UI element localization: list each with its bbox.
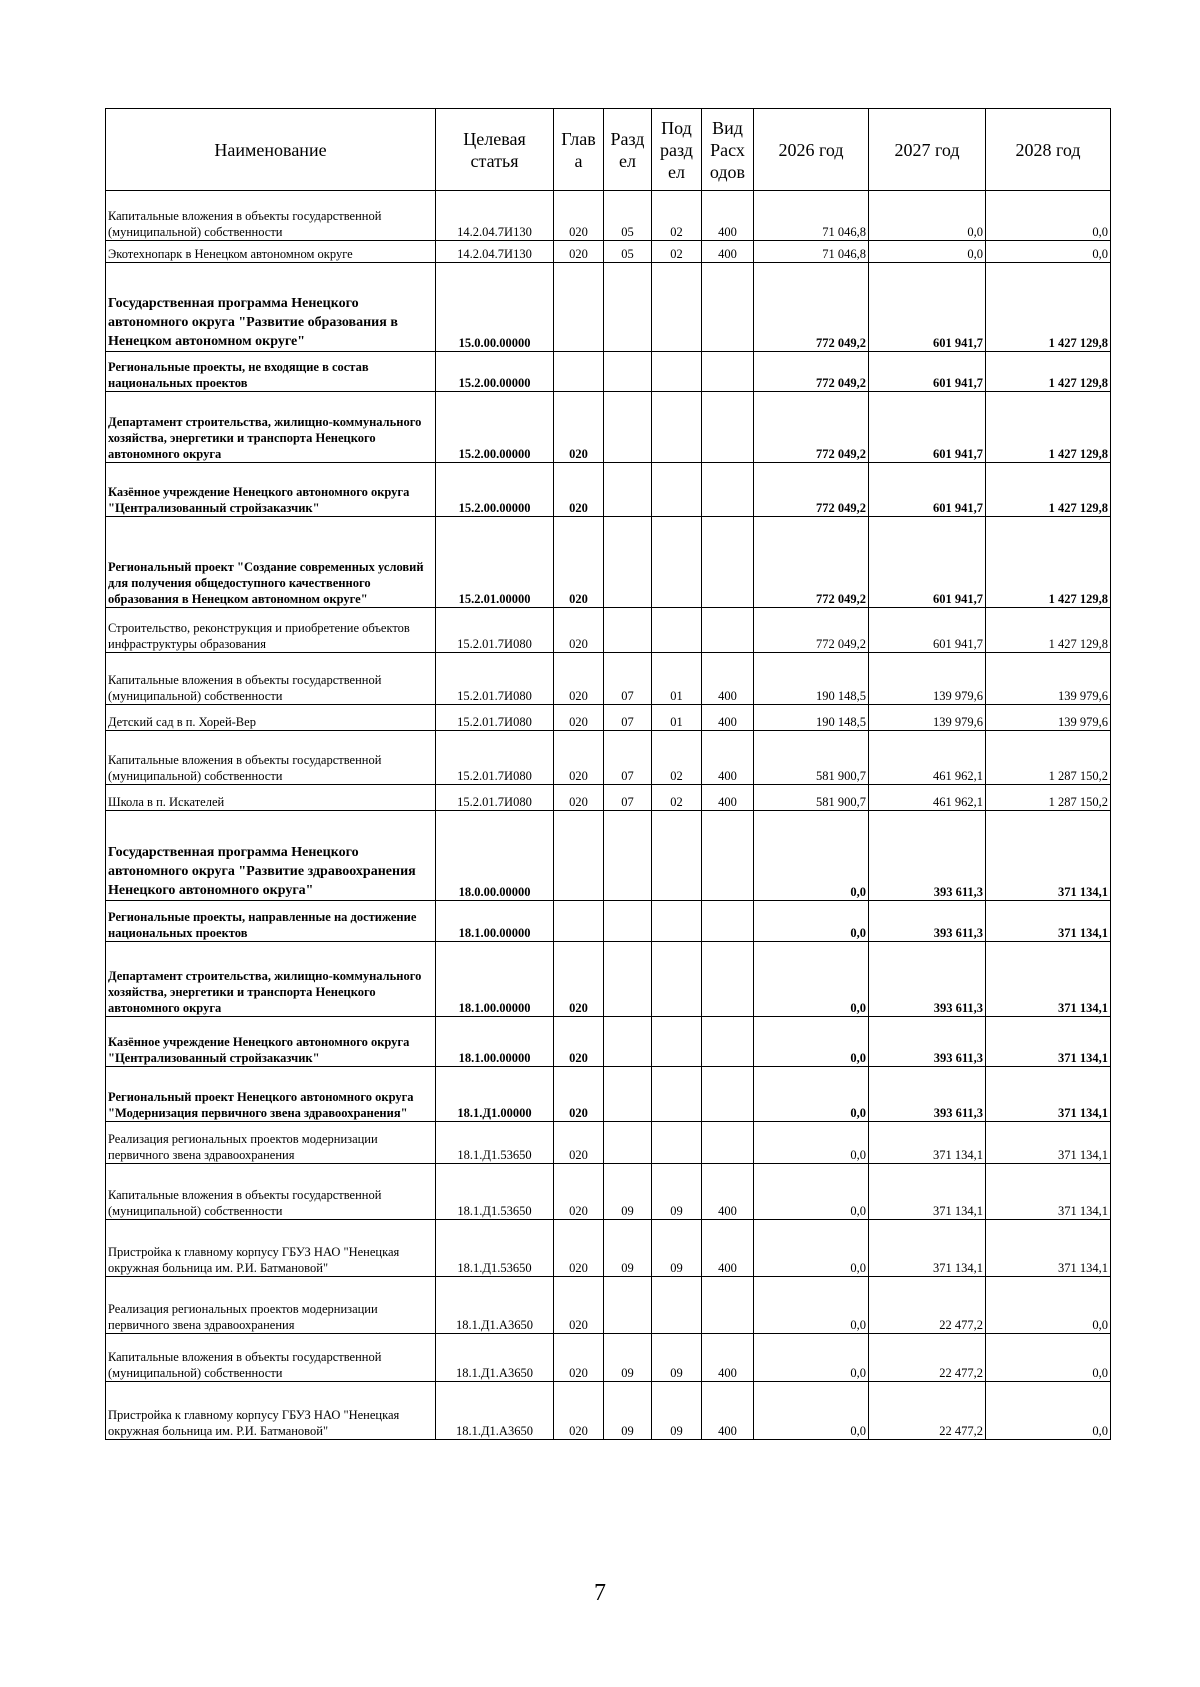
cell-target: 15.2.00.00000	[436, 352, 554, 392]
header-chapter: Глав а	[554, 109, 604, 191]
cell-y2028: 371 134,1	[986, 1164, 1111, 1220]
cell-y2026: 772 049,2	[754, 263, 869, 352]
cell-target: 18.1.00.00000	[436, 942, 554, 1017]
cell-section: 09	[604, 1382, 652, 1440]
cell-expense-type	[702, 1017, 754, 1067]
cell-chapter: 020	[554, 1122, 604, 1164]
table-row	[106, 731, 1111, 785]
cell-chapter: 020	[554, 608, 604, 653]
table-row	[106, 811, 1111, 901]
table-row	[106, 352, 1111, 392]
header-2028: 2028 год	[986, 109, 1111, 191]
cell-y2028: 1 427 129,8	[986, 608, 1111, 653]
cell-chapter: 020	[554, 731, 604, 785]
cell-chapter: 020	[554, 392, 604, 463]
header-section: Разд ел	[604, 109, 652, 191]
table-row	[106, 1122, 1111, 1164]
cell-y2027: 461 962,1	[869, 731, 986, 785]
table-body	[106, 191, 1111, 1440]
cell-y2027: 601 941,7	[869, 263, 986, 352]
cell-y2028: 1 427 129,8	[986, 263, 1111, 352]
cell-name	[106, 1382, 436, 1440]
cell-subsection	[652, 263, 702, 352]
cell-target: 15.2.01.7И080	[436, 705, 554, 731]
table-row	[106, 517, 1111, 608]
cell-y2027: 139 979,6	[869, 653, 986, 705]
cell-name	[106, 191, 436, 241]
page-number: 7	[594, 1580, 606, 1606]
cell-name	[106, 392, 436, 463]
header-2027: 2027 год	[869, 109, 986, 191]
cell-name	[106, 352, 436, 392]
row-name-text: Капитальные вложения в объекты государственной (муниципальной) собственности	[108, 753, 382, 783]
cell-section	[604, 392, 652, 463]
cell-y2028: 371 134,1	[986, 811, 1111, 901]
table-row	[106, 1277, 1111, 1334]
cell-y2028: 371 134,1	[986, 1220, 1111, 1277]
cell-name	[106, 608, 436, 653]
cell-subsection	[652, 942, 702, 1017]
cell-target: 18.1.00.00000	[436, 1017, 554, 1067]
row-name-text: Казённое учреждение Ненецкого автономного округа "Централизованный стройзаказчик"	[108, 1035, 410, 1065]
cell-y2027: 393 611,3	[869, 942, 986, 1017]
header-name: Наименование	[106, 109, 436, 191]
cell-expense-type: 400	[702, 191, 754, 241]
cell-chapter	[554, 263, 604, 352]
cell-section	[604, 608, 652, 653]
row-name-text: Детский сад в п. Хорей-Вер	[108, 715, 256, 729]
cell-name	[106, 785, 436, 811]
row-name-text: Региональный проект Ненецкого автономного округа "Модернизация первичного звена здравоохранения"	[108, 1090, 414, 1120]
cell-subsection	[652, 608, 702, 653]
cell-target: 14.2.04.7И130	[436, 191, 554, 241]
cell-expense-type: 400	[702, 785, 754, 811]
row-name-text: Капитальные вложения в объекты государственной (муниципальной) собственности	[108, 209, 382, 239]
cell-expense-type	[702, 463, 754, 517]
cell-name	[106, 942, 436, 1017]
cell-chapter	[554, 352, 604, 392]
row-name-text: Региональный проект "Создание современных условий для получения общедоступного качественного образования в Ненецком автономном округе"	[108, 560, 424, 606]
cell-y2027: 601 941,7	[869, 517, 986, 608]
cell-section: 09	[604, 1164, 652, 1220]
cell-y2026: 0,0	[754, 1122, 869, 1164]
cell-target: 18.1.Д1.А3650	[436, 1334, 554, 1382]
cell-y2028: 1 287 150,2	[986, 785, 1111, 811]
cell-chapter: 020	[554, 1277, 604, 1334]
cell-y2027: 393 611,3	[869, 901, 986, 942]
cell-y2027: 601 941,7	[869, 608, 986, 653]
cell-y2027: 22 477,2	[869, 1277, 986, 1334]
table-row	[106, 785, 1111, 811]
cell-y2026: 772 049,2	[754, 517, 869, 608]
cell-y2027: 601 941,7	[869, 463, 986, 517]
cell-name	[106, 1122, 436, 1164]
cell-section	[604, 1277, 652, 1334]
cell-expense-type: 400	[702, 705, 754, 731]
cell-section	[604, 1122, 652, 1164]
cell-y2028: 371 134,1	[986, 1067, 1111, 1122]
cell-y2026: 0,0	[754, 1017, 869, 1067]
cell-y2026: 190 148,5	[754, 705, 869, 731]
cell-subsection	[652, 392, 702, 463]
cell-y2026: 0,0	[754, 1277, 869, 1334]
table-row	[106, 392, 1111, 463]
cell-y2026: 772 049,2	[754, 352, 869, 392]
cell-y2026: 0,0	[754, 901, 869, 942]
cell-y2028: 139 979,6	[986, 705, 1111, 731]
cell-expense-type	[702, 811, 754, 901]
cell-chapter: 020	[554, 785, 604, 811]
cell-y2028: 1 287 150,2	[986, 731, 1111, 785]
cell-y2027: 371 134,1	[869, 1164, 986, 1220]
cell-expense-type: 400	[702, 653, 754, 705]
cell-expense-type	[702, 352, 754, 392]
cell-y2027: 393 611,3	[869, 1017, 986, 1067]
cell-expense-type: 400	[702, 241, 754, 263]
cell-target: 15.2.01.7И080	[436, 608, 554, 653]
cell-subsection	[652, 811, 702, 901]
cell-subsection: 01	[652, 705, 702, 731]
cell-chapter: 020	[554, 241, 604, 263]
cell-subsection: 02	[652, 785, 702, 811]
row-name-text: Департамент строительства, жилищно-коммунального хозяйства, энергетики и транспорта Ненецкого автономного округа	[108, 969, 422, 1015]
cell-target: 15.2.01.7И080	[436, 785, 554, 811]
cell-name	[106, 463, 436, 517]
cell-expense-type	[702, 1067, 754, 1122]
cell-y2027: 22 477,2	[869, 1334, 986, 1382]
cell-y2026: 772 049,2	[754, 392, 869, 463]
cell-target: 15.0.00.00000	[436, 263, 554, 352]
table-row	[106, 1017, 1111, 1067]
cell-section: 09	[604, 1220, 652, 1277]
cell-subsection	[652, 1067, 702, 1122]
cell-y2028: 371 134,1	[986, 1017, 1111, 1067]
cell-subsection	[652, 901, 702, 942]
table-row	[106, 1164, 1111, 1220]
cell-section	[604, 811, 652, 901]
cell-section: 07	[604, 785, 652, 811]
cell-y2027: 371 134,1	[869, 1122, 986, 1164]
row-name-text: Государственная программа Ненецкого автономного округа "Развитие здравоохранения Ненецкого автономного округа"	[108, 845, 416, 898]
cell-target: 18.1.Д1.А3650	[436, 1382, 554, 1440]
row-name-text: Казённое учреждение Ненецкого автономного округа "Централизованный стройзаказчик"	[108, 485, 410, 515]
cell-subsection	[652, 352, 702, 392]
cell-y2026: 190 148,5	[754, 653, 869, 705]
cell-name	[106, 1164, 436, 1220]
cell-y2027: 139 979,6	[869, 705, 986, 731]
table-row	[106, 241, 1111, 263]
header-target: Целевая статья	[436, 109, 554, 191]
cell-chapter: 020	[554, 1382, 604, 1440]
cell-subsection: 09	[652, 1382, 702, 1440]
cell-expense-type	[702, 608, 754, 653]
cell-name	[106, 241, 436, 263]
cell-name	[106, 517, 436, 608]
cell-chapter: 020	[554, 1164, 604, 1220]
cell-y2027: 601 941,7	[869, 392, 986, 463]
cell-y2028: 139 979,6	[986, 653, 1111, 705]
cell-chapter: 020	[554, 1334, 604, 1382]
row-name-text: Реализация региональных проектов модернизации первичного звена здравоохранения	[108, 1132, 378, 1162]
cell-section	[604, 463, 652, 517]
cell-subsection	[652, 517, 702, 608]
cell-y2028: 1 427 129,8	[986, 392, 1111, 463]
cell-name	[106, 1277, 436, 1334]
row-name-text: Капитальные вложения в объекты государственной (муниципальной) собственности	[108, 673, 382, 703]
table-row	[106, 653, 1111, 705]
cell-target: 18.1.Д1.53650	[436, 1164, 554, 1220]
row-name-text: Строительство, реконструкция и приобретение объектов инфраструктуры образования	[108, 621, 410, 651]
cell-section	[604, 263, 652, 352]
cell-expense-type	[702, 942, 754, 1017]
cell-target: 18.1.Д1.53650	[436, 1220, 554, 1277]
cell-y2026: 0,0	[754, 1334, 869, 1382]
cell-y2027: 601 941,7	[869, 352, 986, 392]
cell-target: 18.0.00.00000	[436, 811, 554, 901]
cell-y2027: 461 962,1	[869, 785, 986, 811]
cell-section	[604, 1017, 652, 1067]
cell-expense-type	[702, 1277, 754, 1334]
cell-name	[106, 901, 436, 942]
row-name-text: Региональные проекты, не входящие в состав национальных проектов	[108, 360, 369, 390]
cell-expense-type: 400	[702, 1382, 754, 1440]
cell-y2027: 0,0	[869, 241, 986, 263]
cell-chapter: 020	[554, 191, 604, 241]
cell-name	[106, 653, 436, 705]
table-row	[106, 191, 1111, 241]
cell-expense-type: 400	[702, 1164, 754, 1220]
cell-expense-type	[702, 517, 754, 608]
cell-chapter: 020	[554, 517, 604, 608]
cell-y2028: 1 427 129,8	[986, 517, 1111, 608]
row-name-text: Экотехнопарк в Ненецком автономном округе	[108, 247, 353, 261]
row-name-text: Школа в п. Искателей	[108, 795, 225, 809]
cell-y2026: 0,0	[754, 1220, 869, 1277]
cell-target: 18.1.Д1.00000	[436, 1067, 554, 1122]
cell-subsection: 01	[652, 653, 702, 705]
table-row	[106, 608, 1111, 653]
row-name-text: Пристройка к главному корпусу ГБУЗ НАО "Ненецкая окружная больница им. Р.И. Батмановой"	[108, 1408, 400, 1438]
table-header-row	[106, 109, 1111, 191]
cell-target: 14.2.04.7И130	[436, 241, 554, 263]
table-row	[106, 263, 1111, 352]
cell-section	[604, 517, 652, 608]
cell-y2027: 393 611,3	[869, 1067, 986, 1122]
cell-target: 18.1.Д1.53650	[436, 1122, 554, 1164]
table-row	[106, 463, 1111, 517]
cell-subsection	[652, 1122, 702, 1164]
cell-name	[106, 1334, 436, 1382]
cell-subsection: 09	[652, 1334, 702, 1382]
cell-section	[604, 942, 652, 1017]
row-name-text: Государственная программа Ненецкого автономного округа "Развитие образования в Ненецком автономном округе"	[108, 296, 398, 349]
cell-subsection: 09	[652, 1164, 702, 1220]
cell-y2028: 0,0	[986, 191, 1111, 241]
cell-name	[106, 731, 436, 785]
cell-chapter	[554, 901, 604, 942]
cell-target: 15.2.00.00000	[436, 463, 554, 517]
cell-chapter: 020	[554, 942, 604, 1017]
cell-section	[604, 901, 652, 942]
cell-y2027: 0,0	[869, 191, 986, 241]
cell-y2026: 0,0	[754, 1067, 869, 1122]
cell-y2028: 0,0	[986, 1277, 1111, 1334]
cell-target: 15.2.01.7И080	[436, 731, 554, 785]
budget-table	[105, 108, 1111, 1440]
table-row	[106, 1382, 1111, 1440]
cell-subsection	[652, 463, 702, 517]
cell-name	[106, 1017, 436, 1067]
cell-y2028: 1 427 129,8	[986, 352, 1111, 392]
cell-target: 15.2.00.00000	[436, 392, 554, 463]
cell-name	[106, 811, 436, 901]
cell-y2028: 0,0	[986, 241, 1111, 263]
cell-section: 07	[604, 653, 652, 705]
cell-y2027: 393 611,3	[869, 811, 986, 901]
cell-expense-type	[702, 1122, 754, 1164]
cell-y2027: 371 134,1	[869, 1220, 986, 1277]
row-name-text: Капитальные вложения в объекты государственной (муниципальной) собственности	[108, 1350, 382, 1380]
cell-subsection	[652, 1017, 702, 1067]
table-row	[106, 942, 1111, 1017]
cell-section	[604, 1067, 652, 1122]
table-row	[106, 1220, 1111, 1277]
cell-y2026: 71 046,8	[754, 191, 869, 241]
cell-section: 09	[604, 1334, 652, 1382]
cell-y2028: 371 134,1	[986, 901, 1111, 942]
cell-chapter: 020	[554, 705, 604, 731]
cell-subsection: 02	[652, 731, 702, 785]
cell-expense-type	[702, 263, 754, 352]
cell-y2026: 772 049,2	[754, 463, 869, 517]
cell-target: 18.1.00.00000	[436, 901, 554, 942]
cell-y2028: 371 134,1	[986, 942, 1111, 1017]
table-row	[106, 1334, 1111, 1382]
cell-chapter: 020	[554, 463, 604, 517]
cell-expense-type: 400	[702, 1220, 754, 1277]
row-name-text: Пристройка к главному корпусу ГБУЗ НАО "Ненецкая окружная больница им. Р.И. Батмановой"	[108, 1245, 400, 1275]
cell-name	[106, 1220, 436, 1277]
cell-y2026: 581 900,7	[754, 731, 869, 785]
cell-section: 05	[604, 241, 652, 263]
cell-name	[106, 705, 436, 731]
cell-name	[106, 1067, 436, 1122]
cell-y2028: 0,0	[986, 1382, 1111, 1440]
row-name-text: Реализация региональных проектов модернизации первичного звена здравоохранения	[108, 1302, 378, 1332]
row-name-text: Департамент строительства, жилищно-коммунального хозяйства, энергетики и транспорта Ненецкого автономного округа	[108, 415, 422, 461]
cell-y2026: 0,0	[754, 1164, 869, 1220]
table-row	[106, 705, 1111, 731]
cell-expense-type: 400	[702, 1334, 754, 1382]
table-row	[106, 901, 1111, 942]
cell-y2026: 772 049,2	[754, 608, 869, 653]
cell-y2026: 0,0	[754, 942, 869, 1017]
cell-target: 18.1.Д1.А3650	[436, 1277, 554, 1334]
table-row	[106, 1067, 1111, 1122]
cell-chapter: 020	[554, 1067, 604, 1122]
cell-section	[604, 352, 652, 392]
row-name-text: Капитальные вложения в объекты государственной (муниципальной) собственности	[108, 1188, 382, 1218]
cell-subsection: 09	[652, 1220, 702, 1277]
cell-expense-type	[702, 901, 754, 942]
cell-chapter: 020	[554, 1017, 604, 1067]
cell-chapter	[554, 811, 604, 901]
cell-chapter: 020	[554, 653, 604, 705]
header-subsection: Под разд ел	[652, 109, 702, 191]
cell-y2028: 0,0	[986, 1334, 1111, 1382]
header-2026: 2026 год	[754, 109, 869, 191]
cell-y2026: 0,0	[754, 1382, 869, 1440]
cell-section: 07	[604, 731, 652, 785]
cell-expense-type: 400	[702, 731, 754, 785]
cell-subsection: 02	[652, 241, 702, 263]
row-name-text: Региональные проекты, направленные на достижение национальных проектов	[108, 910, 417, 940]
cell-y2026: 581 900,7	[754, 785, 869, 811]
cell-section: 05	[604, 191, 652, 241]
cell-chapter: 020	[554, 1220, 604, 1277]
cell-name	[106, 263, 436, 352]
cell-y2027: 22 477,2	[869, 1382, 986, 1440]
cell-y2026: 0,0	[754, 811, 869, 901]
cell-subsection: 02	[652, 191, 702, 241]
cell-target: 15.2.01.7И080	[436, 653, 554, 705]
cell-section: 07	[604, 705, 652, 731]
header-expense-type: Вид Расх одов	[702, 109, 754, 191]
cell-y2026: 71 046,8	[754, 241, 869, 263]
cell-subsection	[652, 1277, 702, 1334]
cell-y2028: 1 427 129,8	[986, 463, 1111, 517]
cell-y2028: 371 134,1	[986, 1122, 1111, 1164]
cell-target: 15.2.01.00000	[436, 517, 554, 608]
cell-expense-type	[702, 392, 754, 463]
